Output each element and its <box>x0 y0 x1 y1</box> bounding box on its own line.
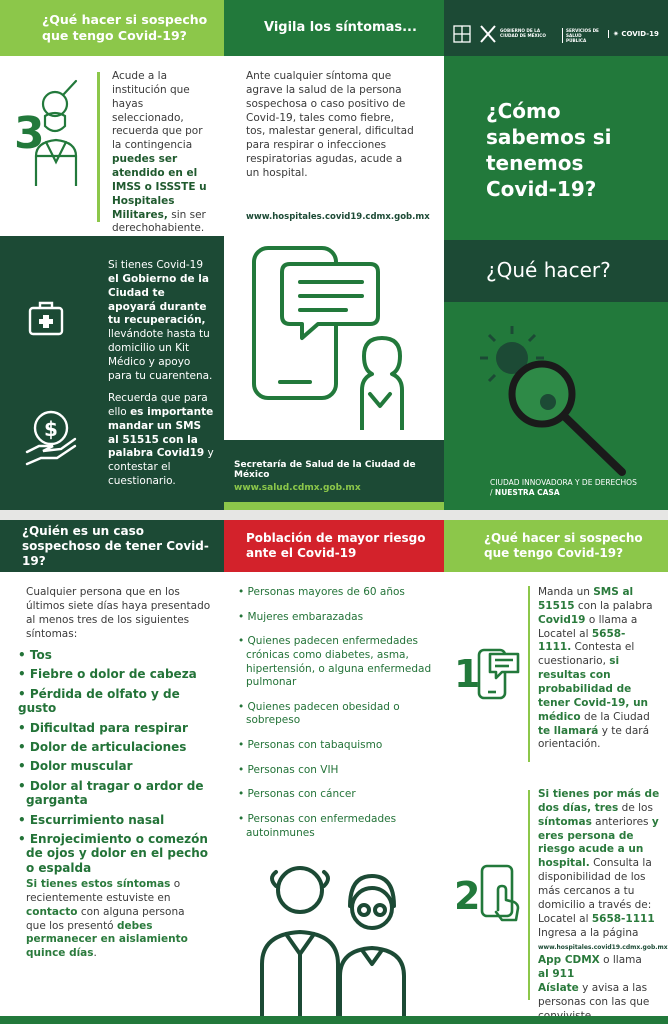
kit-text: Si tienes Covid-19 el Gobierno de la Ciudad te apoyará durante tu recuperación, llevándote hasta tu domicilio un Kit Médico y apoyo para tu cuarentena. <box>108 259 213 382</box>
money-hand-icon <box>24 406 78 468</box>
risk-item: • Personas con tabaquismo <box>238 739 383 752</box>
hospitals-link-2[interactable]: www.hospitales.covid19.cdmx.gob.mx <box>538 944 668 952</box>
medical-kit-icon <box>28 300 64 336</box>
health-logo-text: SERVICIOS DE SALUD PÚBLICA <box>562 28 602 43</box>
cover-subtitle: ¿Qué hacer? <box>486 258 611 282</box>
symptom-item: • Pérdida de olfato y de gusto <box>18 686 180 716</box>
phone-chat-illustration <box>250 244 420 430</box>
symptom-item: • Dolor muscular <box>18 759 133 774</box>
secretaria-label: Secretaría de Salud de la Ciudad de México <box>234 460 416 480</box>
step1-text: Manda un SMS al 51515 con la palabra Covid19 o llama a Locatel al 5658-1111. Contesta el cuestionario, si resultas con probabilidad de tener Covid-19, un médico de la Ciudad te llamará y te dará orientación. <box>538 586 653 751</box>
step2-divider <box>528 790 530 1000</box>
person-magnifier-icon <box>32 76 88 186</box>
symptom-item: • Dolor al tragar o ardor de garganta <box>18 778 204 808</box>
header-quien: ¿Quién es un caso sospechoso de tener Covid-19? <box>0 520 224 572</box>
step-2-number: 2 <box>454 874 481 918</box>
risk-item: • Personas con VIH <box>238 763 339 776</box>
symptom-item: • Tos <box>18 648 52 662</box>
step-3-number: 3 <box>14 108 45 159</box>
elderly-couple-illustration <box>256 856 416 1024</box>
step2-text: Si tienes por más de dos días, tres de los síntomas anteriores y eres persona de riesgo acude a un hospital. Consulta la disponibilidad de los más cercanos a tu domicilio a través de: Locatel al 5658-1111 Ingresa a la página www.hospitales.covid19.cdmx.gob.mx App CDMX o llama al 911 Aíslate y avisa a las personas con las que <box>538 788 668 1008</box>
salud-link[interactable]: www.salud.cdmx.gob.mx <box>234 483 361 493</box>
header-vigila: Vigila los síntomas... <box>224 0 444 56</box>
symptom-item: • Escurrimiento nasal <box>18 812 165 827</box>
header-poblacion: Población de mayor riesgo ante el Covid-19 <box>224 520 444 572</box>
risk-item: • Quienes padecen obesidad o sobrepeso <box>238 700 400 727</box>
svg-text:$: $ <box>44 417 58 441</box>
step-1-number: 1 <box>454 652 481 696</box>
symptom-item: • Dolor de articulaciones <box>18 739 187 754</box>
brochure-outside <box>0 0 668 510</box>
phone-tap-icon <box>480 864 522 924</box>
risk-item: • Personas mayores de 60 años <box>238 586 405 598</box>
cover-title: ¿Cómo sabemos si tenemos Covid-19? <box>486 99 612 201</box>
step1-divider <box>528 586 530 762</box>
footer-bottom-bar <box>224 502 444 510</box>
health-footer <box>224 440 444 502</box>
phone-message-icon <box>476 648 522 700</box>
cdmx-logo-icon <box>478 23 498 45</box>
covid-logo: ✷ COVID-19 <box>608 30 659 38</box>
risk-item: • Mujeres embarazadas <box>238 610 364 623</box>
virus-magnifier-icon <box>472 322 632 482</box>
header-que-hacer: ¿Qué hacer si sospecho que tengo Covid-19? <box>0 0 224 56</box>
isolation-note: Si tienes estos síntomas o recientemente estuviste en contacto con alguna persona que los presentó debes permanecer en aislamiento quince días. <box>26 878 188 960</box>
symptoms-warning-text: Ante cualquier síntoma que agrave la salud de la persona sospechosa o caso positivo de Covid-19, tales como fiebre, tos, malestar general, dificultad para respirar o infecciones respiratorias agudas, acude a un hospital. <box>246 70 414 180</box>
gov-logo-text: GOBIERNO DE LA CIUDAD DE MÉXICO <box>500 28 546 39</box>
bottom-strip <box>0 1016 668 1024</box>
virus-small-icon: ✷ <box>613 30 619 38</box>
step3-divider <box>97 72 100 222</box>
risk-item: • Personas con cáncer <box>238 788 356 801</box>
cover-footer: CIUDAD INNOVADORA Y DE DERECHOS / NUESTRA CASA <box>490 478 637 498</box>
sms-text: Recuerda que para ello es importante mandar un SMS al 51515 con la palabra Covid19 y contestar el cuestionario. <box>108 392 214 488</box>
symptom-item: • Dificultad para respirar <box>18 720 188 735</box>
step3-text: Acude a la institución que hayas seleccionado, recuerda que por la contingencia puedes ser atendido en el IMSS o ISSSTE u Hospitales Militares, sin ser derechohabiente. <box>112 70 207 235</box>
symptom-list <box>18 648 218 875</box>
brochure-inside <box>0 520 668 1024</box>
risk-list <box>238 586 434 840</box>
risk-item: • Quienes padecen enfermedades crónicas como diabetes, asma, hipertensión, o alguna enfermedad pulmonar <box>238 635 432 689</box>
symptom-item: • Fiebre o dolor de cabeza <box>18 667 197 682</box>
suspect-intro: Cualquier persona que en los últimos siete días haya presentado al menos tres de los siguientes síntomas: <box>26 586 211 640</box>
header-que-hacer-2: ¿Qué hacer si sospecho que tengo Covid-19? <box>444 520 668 572</box>
coat-of-arms-icon <box>452 24 472 44</box>
risk-item: • Personas con enfermedades autoinmunes <box>238 813 397 839</box>
symptom-item: • Enrojecimiento o comezón de ojos y dolor en el pecho o espalda <box>18 831 209 875</box>
hospitals-link[interactable]: www.hospitales.covid19.cdmx.gob.mx <box>246 212 430 222</box>
